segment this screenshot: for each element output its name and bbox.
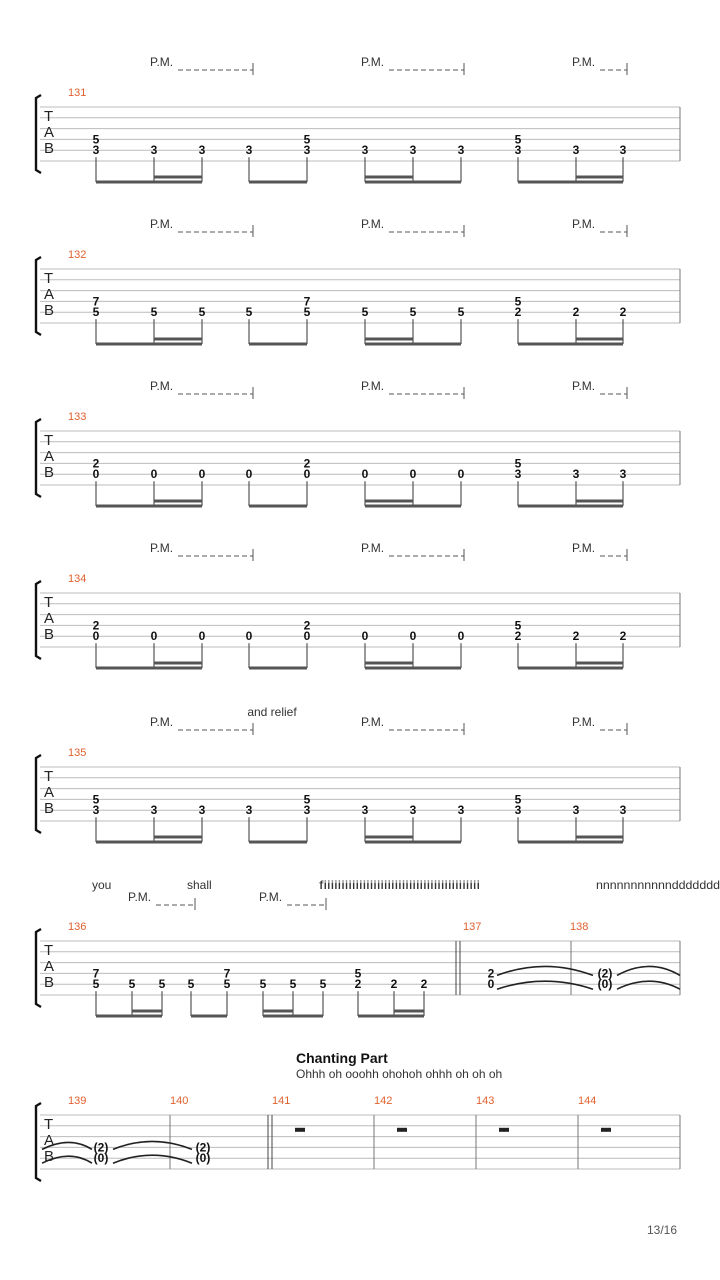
fret-number: (0) — [93, 1151, 109, 1166]
pm-label: P.M. — [150, 217, 174, 231]
fret-number: 2 — [487, 966, 495, 981]
fret-number: 3 — [198, 143, 206, 158]
tab-clef-letter: B — [44, 974, 55, 991]
fret-number: 5 — [259, 977, 267, 992]
fret-number: 5 — [514, 792, 522, 807]
whole-rest-icon — [397, 1128, 407, 1132]
fret-number: 7 — [92, 294, 100, 309]
tie — [113, 1141, 192, 1149]
tie — [113, 1155, 192, 1163]
fret-number: 3 — [572, 143, 580, 158]
tie — [617, 981, 680, 989]
pm-label: P.M. — [150, 715, 174, 729]
fret-number: 3 — [457, 803, 465, 818]
measure-number: 144 — [578, 1095, 597, 1107]
fret-number: 5 — [92, 305, 100, 320]
pm-label: P.M. — [259, 890, 283, 904]
fret-number: 0 — [150, 629, 158, 644]
fret-number: 5 — [92, 977, 100, 992]
fret-number: 3 — [619, 467, 627, 482]
section-title: Chanting Part — [296, 1050, 388, 1066]
fret-number: 0 — [150, 467, 158, 482]
fret-number: (2) — [195, 1140, 211, 1155]
fret-number: 5 — [198, 305, 206, 320]
fret-number: 0 — [361, 629, 369, 644]
pm-label: P.M. — [361, 379, 385, 393]
tab-clef-letter: T — [44, 768, 54, 785]
fret-number: 3 — [361, 803, 369, 818]
fret-number: 3 — [198, 803, 206, 818]
fret-number: 3 — [150, 803, 158, 818]
fret-number: 0 — [409, 467, 417, 482]
page-number: 13/16 — [646, 1223, 677, 1237]
fret-number: 5 — [158, 977, 166, 992]
measure-number: 133 — [68, 411, 87, 423]
fret-number: 3 — [303, 803, 311, 818]
measure-number: 137 — [463, 921, 482, 933]
fret-number: 0 — [487, 977, 495, 992]
fret-number: 2 — [514, 305, 522, 320]
pm-label: P.M. — [572, 217, 596, 231]
fret-number: 5 — [354, 966, 362, 981]
fret-number: 5 — [128, 977, 136, 992]
tab-clef-letter: B — [44, 1148, 55, 1165]
tab-clef-letter: T — [44, 942, 54, 959]
tab-clef-letter: A — [44, 448, 55, 465]
fret-number: 3 — [361, 143, 369, 158]
fret-number: 3 — [409, 803, 417, 818]
fret-number: 3 — [245, 143, 253, 158]
fret-number: 5 — [514, 294, 522, 309]
fret-number: 5 — [514, 132, 522, 147]
fret-number: (0) — [195, 1151, 211, 1166]
fret-number: 3 — [92, 803, 100, 818]
fret-number: 3 — [572, 467, 580, 482]
lyric: shall — [187, 878, 212, 892]
fret-number: 3 — [514, 803, 522, 818]
pm-label: P.M. — [361, 55, 385, 69]
pm-label: P.M. — [572, 55, 596, 69]
tab-clef-letter: T — [44, 594, 54, 611]
fret-number: (2) — [597, 966, 613, 981]
tab-clef-letter: B — [44, 302, 55, 319]
fret-number: 7 — [92, 966, 100, 981]
pm-label: P.M. — [572, 379, 596, 393]
fret-number: 0 — [457, 467, 465, 482]
tab-clef-letter: B — [44, 464, 55, 481]
fret-number: 5 — [187, 977, 195, 992]
pm-label: P.M. — [150, 541, 174, 555]
fret-number: 5 — [514, 456, 522, 471]
fret-number: 3 — [409, 143, 417, 158]
fret-number: 3 — [150, 143, 158, 158]
fret-number: 5 — [361, 305, 369, 320]
measure-number: 140 — [170, 1095, 189, 1107]
tab-clef-letter: A — [44, 610, 55, 627]
fret-number: 2 — [390, 977, 398, 992]
fret-number: 2 — [619, 629, 627, 644]
fret-number: 0 — [198, 629, 206, 644]
fret-number: 2 — [619, 305, 627, 320]
measure-number: 139 — [68, 1095, 87, 1107]
pm-label: P.M. — [361, 715, 385, 729]
fret-number: 0 — [92, 629, 100, 644]
pm-label: P.M. — [572, 715, 596, 729]
tie — [497, 981, 593, 989]
tab-clef-letter: T — [44, 108, 54, 125]
fret-number: 2 — [354, 977, 362, 992]
fret-number: 5 — [92, 792, 100, 807]
fret-number: 0 — [92, 467, 100, 482]
fret-number: 5 — [409, 305, 417, 320]
fret-number: 5 — [457, 305, 465, 320]
fret-number: 3 — [572, 803, 580, 818]
fret-number: 2 — [303, 456, 311, 471]
pm-label: P.M. — [150, 55, 174, 69]
tab-clef-letter: A — [44, 124, 55, 141]
tie — [617, 966, 680, 975]
fret-number: 0 — [245, 629, 253, 644]
whole-rest-icon — [499, 1128, 509, 1132]
fret-number: 3 — [514, 143, 522, 158]
pm-label: P.M. — [128, 890, 152, 904]
fret-number: 7 — [303, 294, 311, 309]
fret-number: 2 — [572, 629, 580, 644]
fret-number: 3 — [245, 803, 253, 818]
fret-number: 0 — [198, 467, 206, 482]
fret-number: 0 — [303, 629, 311, 644]
lyric: and relief — [247, 705, 297, 719]
tab-clef-letter: T — [44, 270, 54, 287]
pm-label: P.M. — [150, 379, 174, 393]
pm-label: P.M. — [572, 541, 596, 555]
tab-clef-letter: B — [44, 626, 55, 643]
fret-number: 0 — [303, 467, 311, 482]
fret-number: 3 — [303, 143, 311, 158]
tab-clef-letter: A — [44, 784, 55, 801]
measure-number: 136 — [68, 921, 87, 933]
fret-number: 2 — [92, 618, 100, 633]
fret-number: 0 — [457, 629, 465, 644]
whole-rest-icon — [601, 1128, 611, 1132]
lyric: fiiiiiiiiiiiiiiiiiiiiiiiiiiiiiiiiiiiiiiiiiiii — [319, 878, 480, 892]
pm-label: P.M. — [361, 541, 385, 555]
fret-number: 2 — [572, 305, 580, 320]
tab-clef-letter: A — [44, 286, 55, 303]
fret-number: 0 — [361, 467, 369, 482]
measure-number: 135 — [68, 747, 87, 759]
tab-clef-letter: B — [44, 800, 55, 817]
fret-number: 3 — [514, 467, 522, 482]
whole-rest-icon — [295, 1128, 305, 1132]
fret-number: 3 — [457, 143, 465, 158]
fret-number: (0) — [597, 977, 613, 992]
fret-number: 3 — [619, 803, 627, 818]
measure-number: 134 — [68, 573, 87, 585]
tab-clef-letter: A — [44, 958, 55, 975]
fret-number: 5 — [319, 977, 327, 992]
fret-number: 0 — [245, 467, 253, 482]
fret-number: 7 — [223, 966, 231, 981]
fret-number: 3 — [92, 143, 100, 158]
fret-number: 2 — [514, 629, 522, 644]
fret-number: 5 — [289, 977, 297, 992]
fret-number: 5 — [150, 305, 158, 320]
measure-number: 142 — [374, 1095, 393, 1107]
fret-number: 5 — [514, 618, 522, 633]
measure-number: 138 — [570, 921, 589, 933]
measure-number: 141 — [272, 1095, 291, 1107]
pm-label: P.M. — [361, 217, 385, 231]
fret-number: 5 — [92, 132, 100, 147]
lyric: you — [92, 878, 112, 892]
measure-number: 143 — [476, 1095, 495, 1107]
fret-number: 3 — [619, 143, 627, 158]
measure-number: 131 — [68, 87, 87, 99]
tab-clef-letter: T — [44, 1116, 54, 1133]
fret-number: 5 — [303, 305, 311, 320]
tab-clef-letter: A — [44, 1132, 55, 1149]
fret-number: 5 — [303, 132, 311, 147]
fret-number: (2) — [93, 1140, 109, 1155]
fret-number: 2 — [303, 618, 311, 633]
lyric: nnnnnnnnnnnddddddd — [596, 878, 720, 892]
fret-number: 2 — [420, 977, 428, 992]
fret-number: 5 — [245, 305, 253, 320]
fret-number: 0 — [409, 629, 417, 644]
fret-number: 5 — [303, 792, 311, 807]
measure-number: 132 — [68, 249, 87, 261]
fret-number: 5 — [223, 977, 231, 992]
tab-clef-letter: B — [44, 140, 55, 157]
tab-clef-letter: T — [44, 432, 54, 449]
fret-number: 2 — [92, 456, 100, 471]
lyric: Ohhh oh ooohh ohohoh ohhh oh oh oh — [296, 1067, 503, 1081]
tie — [497, 966, 593, 975]
